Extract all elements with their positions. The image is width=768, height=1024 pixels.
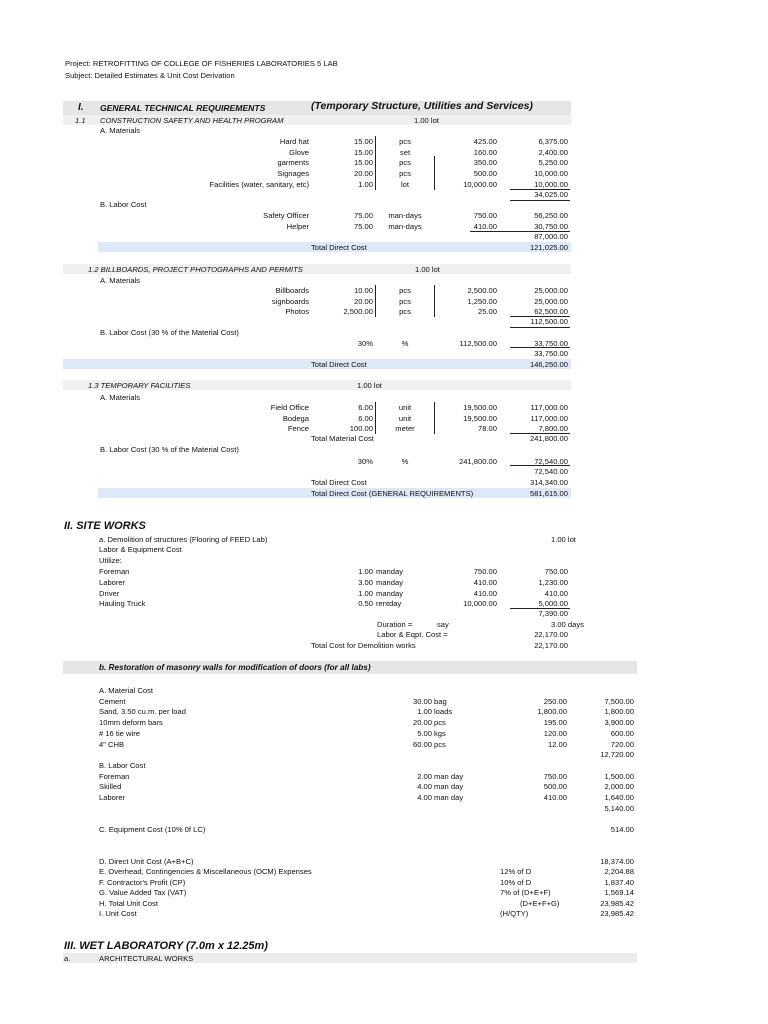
item-amount: 1,500.00 [604, 772, 634, 781]
item-price: 10,000.00 [463, 180, 497, 189]
item-unit: pcs [399, 307, 411, 316]
materials-total: 112,500.00 [530, 317, 568, 326]
demolition-total: 22,170.00 [534, 641, 568, 650]
labor-cost-label: B. Labor Cost [99, 761, 146, 770]
item-amount: 117,000.00 [530, 414, 568, 423]
item-unit: unit [398, 403, 412, 412]
summary-label: F. Contractor's Profit (CP) [99, 878, 186, 887]
item-unit: bag [434, 697, 447, 706]
item-qty: 1.00 [358, 180, 373, 189]
item-name: Signages [277, 169, 309, 178]
item-unit: pcs [434, 718, 446, 727]
column-divider [375, 402, 376, 434]
total-material-cost-label: Total Material Cost [311, 434, 374, 443]
item-amount: 30,750.00 [534, 222, 568, 231]
sub-1-2-qty: 1.00 lot [415, 265, 440, 274]
labor-eqpt-cost: 22,170.00 [534, 630, 568, 639]
item-price: 25.00 [477, 307, 497, 316]
item-price: 19,500.00 [463, 403, 497, 412]
item-unit: manday [376, 567, 404, 576]
total-direct-cost-label: Total Direct Cost [311, 360, 367, 369]
summary-amount: 23,985.42 [600, 899, 634, 908]
item-price: 1,800.00 [537, 707, 567, 716]
total-underline [510, 465, 570, 466]
item-price: 1,250.00 [467, 297, 497, 306]
item-qty: 20.00 [353, 297, 373, 306]
item-unit: pcs [399, 137, 411, 146]
material-cost-total: 12,720.00 [600, 750, 634, 759]
total-direct-cost: 146,250.00 [529, 360, 568, 369]
item-qty: 2.00 [417, 772, 432, 781]
labor-unit: % [401, 339, 409, 348]
item-amount: 6,375.00 [538, 137, 568, 146]
total-underline [510, 347, 570, 348]
item-qty: 15.00 [353, 148, 373, 157]
section-1-title: GENERAL TECHNICAL REQUIREMENTS [100, 103, 266, 113]
materials-total: 241,800.00 [529, 434, 568, 443]
materials-total: 34,025.00 [534, 190, 568, 199]
item-amount: 2,000.00 [604, 782, 634, 791]
summary-amount: 1,837.40 [604, 878, 634, 887]
item-amount: 7,500.00 [604, 697, 634, 706]
architectural-number: a. [64, 954, 71, 963]
item-qty: 75.00 [353, 222, 373, 231]
item-amount: 5,250.00 [538, 158, 568, 167]
item-price: 160.00 [473, 148, 497, 157]
item-name: Safety Officer [263, 211, 309, 220]
item-price: 250.00 [543, 697, 567, 706]
total-underline [510, 327, 570, 328]
item-name: Glove [289, 148, 309, 157]
item-unit: unit [398, 414, 412, 423]
summary-basis: 12% of D [500, 867, 532, 876]
equipment-cost: 514.00 [610, 825, 634, 834]
item-name: Hard hat [279, 137, 309, 146]
labor-equipment-label: Labor & Equipment Cost [99, 545, 182, 554]
summary-amount: 18,374.00 [600, 857, 634, 866]
item-qty: 30.00 [412, 697, 432, 706]
item-qty: 60.00 [412, 740, 432, 749]
item-amount: 1,640.00 [604, 793, 634, 802]
total-underline [510, 200, 570, 201]
total-direct-cost-label: Total Direct Cost [311, 478, 367, 487]
item-name: Laborer [99, 578, 126, 587]
item-unit: pcs [399, 286, 411, 295]
demolition-title: a. Demolition of structures (Flooring of FEED Lab) [99, 535, 268, 544]
item-unit: loads [434, 707, 453, 716]
summary-amount: 23,985.42 [600, 909, 634, 918]
column-divider [375, 136, 376, 190]
item-name: Photos [285, 307, 309, 316]
item-qty: 6.00 [358, 414, 373, 423]
column-divider [375, 285, 376, 317]
item-price: 410.00 [473, 578, 497, 587]
item-name: Bodega [282, 414, 309, 423]
item-name: Foreman [99, 772, 130, 781]
sub-1-1-title: CONSTRUCTION SAFETY AND HEALTH PROGRAM [100, 116, 284, 125]
labor-label: B. Labor Cost (30 % of the Material Cost) [100, 445, 239, 454]
item-price: 2,500.00 [467, 286, 497, 295]
summary-basis: (D+E+F+G) [520, 899, 560, 908]
item-name: Helper [286, 222, 309, 231]
item-qty: 2,500.00 [343, 307, 373, 316]
item-qty: 1.00 [417, 707, 432, 716]
item-name: Laborer [99, 793, 126, 802]
item-price: 10,000.00 [463, 599, 497, 608]
column-divider [434, 402, 435, 434]
item-amount: 410.00 [544, 589, 568, 598]
labor-amount: 72,540.00 [534, 457, 568, 466]
item-qty: 4.00 [417, 782, 432, 791]
item-price: 350.00 [473, 158, 497, 167]
item-unit: man day [434, 772, 464, 781]
item-amount: 7,800.00 [538, 424, 568, 433]
total-direct-cost: 314,340.00 [529, 478, 568, 487]
summary-label: G. Value Added Tax (VAT) [99, 888, 187, 897]
labor-pct: 30% [357, 457, 373, 466]
item-qty: 100.00 [349, 424, 373, 433]
item-price: 750.00 [473, 567, 497, 576]
materials-label: A. Materials [100, 126, 141, 135]
item-amount: 600.00 [610, 729, 634, 738]
item-amount: 750.00 [544, 567, 568, 576]
item-qty: 10.00 [353, 286, 373, 295]
item-name: # 16 tie wire [99, 729, 140, 738]
item-amount: 10,000.00 [534, 169, 568, 178]
item-unit: pcs [399, 169, 411, 178]
sub-1-3-qty: 1.00 lot [357, 381, 382, 390]
item-unit: man-days [388, 222, 422, 231]
total-direct-cost-label: Total Direct Cost [311, 243, 367, 252]
item-unit: manday [376, 578, 404, 587]
item-qty: 20.00 [353, 169, 373, 178]
item-unit: kgs [434, 729, 446, 738]
item-amount: 720.00 [610, 740, 634, 749]
item-amount: 2,400.00 [538, 148, 568, 157]
labor-label: B. Labor Cost (30 % of the Material Cost) [100, 328, 239, 337]
item-qty: 4.00 [417, 793, 432, 802]
item-name: Fence [287, 424, 309, 433]
item-price: 500.00 [543, 782, 567, 791]
item-name: Foreman [99, 567, 130, 576]
section-2-title: II. SITE WORKS [64, 520, 146, 532]
item-amount: 56,250.00 [534, 211, 568, 220]
summary-amount: 1,569.14 [604, 888, 634, 897]
demolition-total-label: Total Cost for Demolition works [311, 641, 416, 650]
item-unit: pcs [399, 158, 411, 167]
labor-cost-total: 5,140.00 [604, 804, 634, 813]
section-1-number: I. [78, 102, 84, 113]
project-line: Project: RETROFITTING OF COLLEGE OF FISHERIES LABORATORIES 5 LAB [65, 59, 338, 68]
item-amount: 117,000.00 [530, 403, 568, 412]
labor-eqpt-label: Labor & Eqpt. Cost = [377, 630, 448, 639]
item-name: Field Office [270, 403, 309, 412]
restoration-title: b. Restoration of masonry walls for modification of doors (for all labs) [99, 663, 371, 672]
item-name: Cement [99, 697, 126, 706]
item-name: garments [277, 158, 309, 167]
demolition-subtotal: 7,390.00 [538, 609, 568, 618]
item-unit: meter [395, 424, 415, 433]
labor-total: 72,540.00 [534, 467, 568, 476]
item-qty: 6.00 [358, 403, 373, 412]
summary-amount: 2,204.88 [604, 867, 634, 876]
column-divider [434, 285, 435, 317]
item-unit: manday [376, 589, 404, 598]
summary-label: I. Unit Cost [99, 909, 137, 918]
item-price: 410.00 [543, 793, 567, 802]
demolition-qty: 1.00 lot [551, 535, 576, 544]
sub-1-2-title: 1.2 BILLBOARDS, PROJECT PHOTOGRAPHS AND PERMITS [88, 265, 303, 274]
subject-line: Subject: Detailed Estimates & Unit Cost Derivation [65, 71, 235, 80]
architectural-title: ARCHITECTURAL WORKS [99, 954, 194, 963]
labor-total: 87,000.00 [534, 232, 568, 241]
column-divider [434, 156, 435, 190]
item-name: Facilities (water, sanitary, etc) [209, 180, 309, 189]
item-name: 4" CHB [99, 740, 125, 749]
summary-label: E. Overhead, Contingencies & Miscellaneous (OCM) Expenses [99, 867, 312, 876]
item-qty: 1.00 [358, 589, 373, 598]
item-amount: 3,900.00 [604, 718, 634, 727]
labor-total: 33,750.00 [534, 349, 568, 358]
equipment-cost-label: C. Equipment Cost (10% 0f LC) [99, 825, 206, 834]
item-qty: 1.00 [358, 567, 373, 576]
item-qty: 0.50 [358, 599, 373, 608]
item-qty: 15.00 [353, 137, 373, 146]
labor-label: B. Labor Cost [100, 200, 147, 209]
item-qty: 15.00 [353, 158, 373, 167]
item-amount: 25,000.00 [534, 297, 568, 306]
summary-basis: 7% of (D+E+F) [500, 888, 551, 897]
grand-total: 581,615.00 [529, 489, 568, 498]
item-price: 750.00 [473, 211, 497, 220]
item-name: Billboards [275, 286, 309, 295]
grand-total-label: Total Direct Cost (GENERAL REQUIREMENTS) [311, 489, 474, 498]
duration-label: Duration = [377, 620, 413, 629]
item-qty: 20.00 [412, 718, 432, 727]
item-amount: 1,230.00 [538, 578, 568, 587]
item-unit: man day [434, 793, 464, 802]
labor-base: 112,500.00 [459, 339, 497, 348]
item-price: 500.00 [473, 169, 497, 178]
summary-label: H. Total Unit Cost [99, 899, 158, 908]
item-amount: 10,000.00 [534, 180, 568, 189]
item-unit: man-days [388, 211, 422, 220]
labor-amount: 33,750.00 [534, 339, 568, 348]
item-unit: pcs [399, 297, 411, 306]
item-price: 410.00 [473, 222, 497, 231]
sub-1-1-number: 1.1 [75, 116, 86, 125]
sub-1-1-qty: 1.00 lot [414, 116, 439, 125]
item-price: 195.00 [543, 718, 567, 727]
labor-unit: % [401, 457, 409, 466]
item-price: 12.00 [547, 740, 567, 749]
item-amount: 1,800.00 [604, 707, 634, 716]
item-amount: 5,000.00 [538, 599, 568, 608]
item-name: signboards [271, 297, 309, 306]
item-unit: rentday [376, 599, 402, 608]
summary-basis: (H/QTY) [500, 909, 529, 918]
summary-basis: 10% of D [500, 878, 532, 887]
item-price: 120.00 [543, 729, 567, 738]
item-name: Hauling Truck [99, 599, 146, 608]
item-unit: pcs [434, 740, 446, 749]
utilize-label: Utilize: [99, 556, 122, 565]
item-name: Skilled [99, 782, 122, 791]
say-label: say [437, 620, 449, 629]
labor-pct: 30% [357, 339, 373, 348]
material-cost-label: A. Material Cost [99, 686, 154, 695]
item-price: 425.00 [473, 137, 497, 146]
item-name: 10mm deform bars [99, 718, 163, 727]
item-name: Driver [99, 589, 120, 598]
item-qty: 75.00 [353, 211, 373, 220]
item-amount: 62,500.00 [534, 307, 568, 316]
item-price: 78.00 [477, 424, 497, 433]
section-1-subtitle: (Temporary Structure, Utilities and Services) [311, 100, 533, 112]
item-name: Sand, 3.50 cu.m. per load [99, 707, 186, 716]
item-amount: 25,000.00 [534, 286, 568, 295]
item-unit: man day [434, 782, 464, 791]
materials-label: A. Materials [100, 393, 141, 402]
item-unit: lot [400, 180, 410, 189]
summary-label: D. Direct Unit Cost (A+B+C) [99, 857, 194, 866]
item-qty: 5.00 [417, 729, 432, 738]
section-3-title: III. WET LABORATORY (7.0m x 12.25m) [64, 940, 268, 952]
total-direct-cost: 121,025.00 [529, 243, 568, 252]
materials-label: A. Materials [100, 276, 141, 285]
item-price: 19,500.00 [463, 414, 497, 423]
item-price: 410.00 [473, 589, 497, 598]
item-unit: set [399, 148, 411, 157]
labor-base: 241,800.00 [458, 457, 497, 466]
duration-value: 3.00 days [551, 620, 584, 629]
item-qty: 3.00 [358, 578, 373, 587]
item-price: 750.00 [543, 772, 567, 781]
sub-1-3-title: 1.3 TEMPORARY FACILITIES [88, 381, 191, 390]
